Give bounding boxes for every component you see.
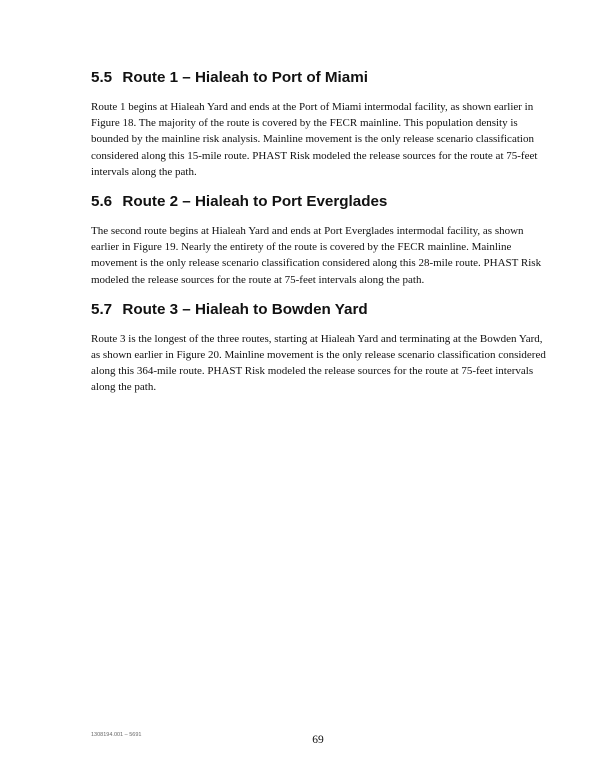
section-number: 5.5: [91, 69, 113, 86]
section-heading: [91, 300, 553, 320]
section-heading: [91, 68, 553, 88]
section-paragraph: The second route begins at Hialeah Yard and ends at Port Everglades intermodal facility, as shown earlier in Figure 19. Nearly the entirety of the route is covered by the FECR mainline. Mainline movement is the only release scenario classification considered along this 28-mile route. PHAST Risk modeled the release sources for the route at 75-feet intervals along the path.: [91, 225, 542, 286]
footer-document-code: 1308194.001 – 5691: [91, 732, 142, 738]
section-title: Route 1 – Hialeah to Port of Miami: [122, 69, 368, 86]
section-paragraph: Route 1 begins at Hialeah Yard and ends at the Port of Miami intermodal facility, as shown earlier in Figure 18. The majority of the route is covered by the FECR mainline. This population density is bounded by the mainline risk analysis. Mainline movement is the only release scenario classification considered along this 15-mile route. PHAST Risk modeled the release sources for the route at 75-feet intervals along the path.: [91, 101, 538, 178]
section-heading: [91, 192, 553, 212]
section-paragraph: Route 3 is the longest of the three routes, starting at Hialeah Yard and terminating at the Bowden Yard, as shown earlier in Figure 20. Mainline movement is the only release scenario classification considered along this 364-mile route. PHAST Risk modeled the release sources for the route at 75-feet intervals along the path.: [91, 332, 546, 394]
page-content: [91, 68, 553, 408]
section-number: 5.6: [91, 193, 113, 211]
section-5-5: [91, 68, 553, 180]
section-title: Route 3 – Hialeah to Bowden Yard: [122, 300, 368, 318]
section-5-6: [91, 192, 553, 288]
section-5-7: [91, 300, 553, 396]
section-number: 5.7: [91, 300, 113, 318]
page-number: 69: [312, 734, 324, 746]
section-title: Route 2 – Hialeah to Port Everglades: [122, 193, 388, 211]
